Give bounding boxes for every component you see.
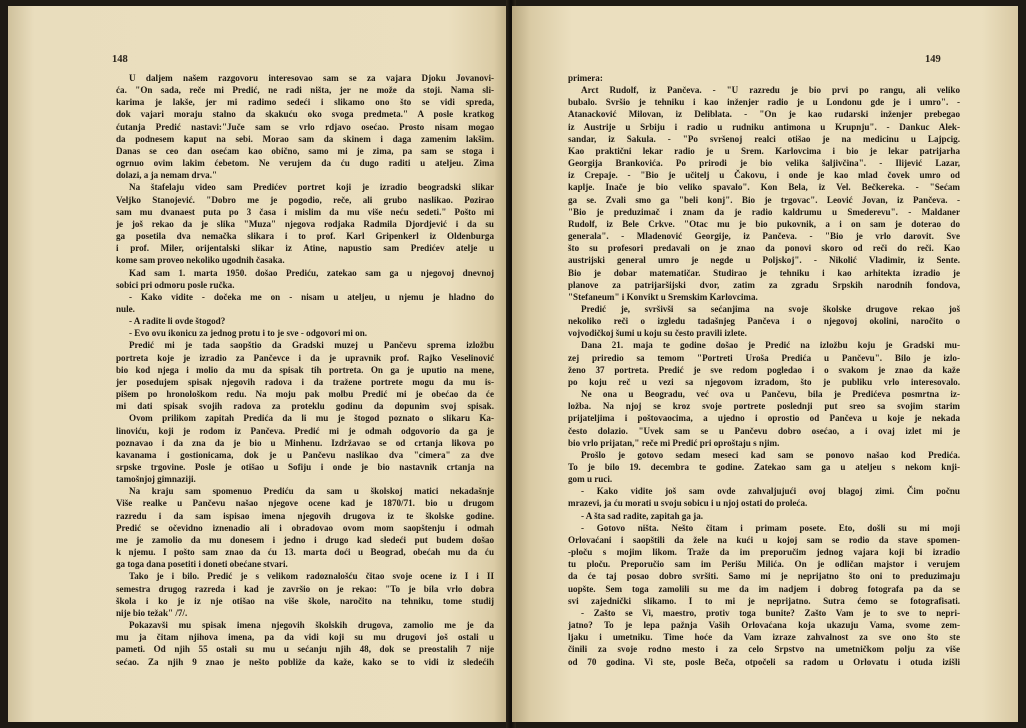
left-page-line: kavanama i gostionicama, dok je u Pančevu naslikao dva "cimera" za dve [116, 449, 494, 460]
left-page-line: da podnesem kaput na sebi. Morao sam da skinem i daga zamenim lakšim. [116, 133, 494, 144]
right-page-line: sandar, iz Sakula. - "Po svršenoj realci otišao je na medicinu u Lajpcig. [568, 133, 960, 144]
left-page-line: - Evo ovu ikonicu za jednog protu i to je sve - odgovori mi on. [129, 328, 368, 339]
right-page-text [568, 72, 960, 668]
left-page-line: U daljem našem razgovoru interesovao sam se za vajara Djoku Jovanovi- [129, 73, 494, 83]
right-page-line: Ne ona u Beogradu, već ova u Pančevu, bila je Predićeva posmrtna iz- [581, 389, 960, 400]
right-page-line: Rudolf, iz Bele Crkve. "Otac mu je bio pukovnik, a i on sam je doterao do [568, 218, 960, 229]
left-page-line: sobici pri odmoru posle ručka. [116, 279, 235, 290]
left-page-line: jer posedujem spisak njegovih radova i da traženе portrete mogu da mu is- [116, 376, 494, 387]
right-page-line: Predić je, svršivši sa sećanjima na svoje školske drugove rekao još [581, 303, 960, 314]
left-page-line: Više realke u Pančevu našao njegove ocene kad je 1870/71. bio u drugom [116, 498, 494, 509]
left-page-line: k njemu. I pošto sam znao da ću 13. marta doći u Beograd, obećah mu da ću [116, 547, 494, 558]
right-page-line: Dana 21. maja te godine došao je Predić na izložbu koju je Gradski mu- [581, 340, 960, 351]
right-page-line: vojvodičkoj šumi u koju su često pravili izlete. [568, 328, 747, 339]
left-page-line: semestra drugog razreda i kad je završio on je rekao: "To je bila vrlo dobra [116, 583, 494, 594]
right-page-line: planove za patrijaršijski dvor, zatim za zgradu Srpskih narodnih fondova, [568, 279, 960, 290]
right-page-line: tu ploču. Preporučio sam im Perišu Milića. On je odličan majstor i verujem [568, 559, 960, 570]
page-number-right: 149 [925, 54, 941, 65]
left-page-line: Pokazavši mu spisak imena njegovih školskih drugova, zamolio me je da [129, 620, 494, 631]
left-page-line: Tako je i bilo. Predić je s velikom radoznalošću čitao svoje ocene iz I i II [129, 571, 494, 582]
left-page [8, 6, 510, 722]
right-page-line: uopšte. Sem toga zamolili su me da im nadjem i dobrog fotografa pa da se [568, 583, 960, 594]
right-page-line: često dolazio. "Uvek sam se u Pančevu dobro osećao, a i ovaj izlet mi je [568, 425, 960, 436]
right-page-line: - Kako vidite još sam ovde zahvaljujući ovoj blagoj zimi. Čim počnu [581, 486, 960, 497]
left-page-line: dolazi, a ja nemam drva." [116, 170, 218, 181]
left-page-line: pameti. Od njih 55 ostali su mu u sećanju njih 48, dok se preostalih 7 nije [116, 644, 494, 655]
left-page-line: poznavao i da zna da je bio u Minhenu. Izdržavao se od crtanja likova po [116, 437, 494, 448]
right-page-line: To je bilo 19. decembra te godine. Zatekao sam ga u ateljeu s nekom knji- [568, 462, 960, 472]
left-page-line: sećao. Za njih 9 znao je nešto pobliže da kaže, kako se to vidi iz sledećih [116, 656, 494, 667]
right-page-line: nekoliko reči o izgledu tadašnjeg Pančeva i o njegovoj okolini, naročito o [568, 316, 960, 327]
right-page-line: ženo 37 portreta. Predić je sve redom pogledao i o svakom je znao da kaže [568, 364, 960, 375]
right-page-line: ložba. Na njoj se kroz svoje portrete poslednji put sreo sa svojim starim [568, 401, 960, 412]
right-page-line: činili za svoje rodno mesto i za celo Srpstvo na umetničkom polju za više [568, 644, 960, 655]
left-page-line: ća. "On sada, reče mi Predić, ne radi ništa, jer ne može da stoji. Nama sli- [116, 85, 494, 96]
right-page-line: bio vrlo prijatan," reče mi Predić pri oproštaju s njim. [568, 437, 780, 448]
right-page-line: austrijski general umro je negde u Poljskoj". - Nikolić Vladimir, iz Sente. [568, 255, 960, 266]
left-page-line: Predić mi je tada saopštio da Gradski muzej u Pančevu sprema izložbu [129, 340, 494, 351]
right-page [512, 6, 1018, 722]
right-page-line: ljaku i umetniku. Time hoće da Vam izraze zahvalnost za sve ono što ste [568, 632, 960, 643]
right-page-line: svi zajednički slikamo. I to mi je neprijatno. Sutra ćemo se fotografisati. [568, 595, 960, 606]
left-page-line: linoviću, koji je rodom iz Pančeva. Predić mi je odmah odgovorio da ga je [116, 425, 494, 436]
right-page-line: Kao praktični lekar radio je u Srem. Karlovcima i bio je lekar patrijarha [568, 145, 960, 156]
right-page-line: -ploču s mojim likom. Traže da im preporučim jednog vajara koji bi izradio [568, 547, 960, 558]
right-page-line: iz Austrije u Srbiju i radio u rudniku antimona u Krupnju". - Dankuc Alek- [568, 121, 960, 132]
left-page-line: Na kraju sam spomenuo Prediću da sam u školskoj matici nekadašnje [129, 486, 494, 497]
right-page-line: - Zašto se Vi, maestro, protiv toga bunite? Zašto Vam je to sve to nepri- [581, 607, 960, 618]
left-page-line: Ovom prilikom zapitah Predića da li mu je štogod poznato o slikaru Ka- [129, 413, 494, 424]
right-page-line: Bio je dobar matematičar. Studirao je tehniku i kao arhitekta izradio je [568, 267, 960, 278]
left-page-line: Na štafelaju video sam Predićev portret koji je izradio beogradski slikar [129, 182, 494, 193]
right-page-line: mrazevi, ja ću morati u svoju sobicu i u njoj ostati do proleća. [568, 498, 808, 509]
right-page-line: Arct Rudolf, iz Pančeva. - "U razredu je bio prvi po rangu, ali veliko [581, 85, 960, 96]
right-page-line: - Gotovo ništa. Nešto čitam i primam posete. Eto, došli su mi moji [581, 522, 960, 533]
right-page-line: Orlovaćani i saopštili da žele na kući u kojoj sam se rodio da stave spomen- [568, 534, 960, 545]
left-page-line: bio kod njega i molio da mu da spisak tih portreta. On ga je uputio na mene, [116, 364, 494, 375]
left-page-line: škola i ko je iz nje otišao na više škole, naročito na tehniku, tome studij [116, 595, 494, 606]
left-page-line: nije bio težak" /7/. [116, 607, 188, 618]
left-page-text [116, 72, 494, 668]
right-page-line: Prošlo je gotovo sedam meseci kad sam se ponovo našao kod Predića. [581, 449, 960, 460]
left-page-line: razredu i da sam ispisao imena njegovih drugova iz te školske godine. [116, 510, 494, 521]
right-page-line: jatno? To je lepa pažnja Vaših Orlovaćana koja ukazuju Vama, svome zem- [568, 620, 960, 631]
left-page-line: srpske trgovine. Posle je otišao u Sofiju i onde je bio nastavnik crtanja na [116, 462, 494, 472]
right-page-line: Atanacković Milovan, iz Deliblata. - "On je kao rudarski inženjer prebegao [568, 109, 960, 120]
left-page-line: ćutanja Predić nastavi:"Juče sam se vrlo rdjavo osećao. Prosto nisam mogao [116, 121, 494, 132]
left-page-line: - A radite li ovde štogod? [129, 316, 226, 327]
right-page-line: kaplje. Inače je bio veliko spavalo". Kon Bela, iz Vel. Bečkereka. - "Sećam [568, 182, 960, 193]
left-page-line: ga posetila dva nemačka slikara i to prof. Karl Gripenkerl iz Oldenburga [116, 231, 494, 242]
right-page-line: što su profesori predavali on je znao da ponovi skoro od reči do reči. Kao [568, 243, 960, 254]
left-page-line: mu ja čitam njihova imena, pa da vidi koji su mu drugovi još ostali u [116, 632, 494, 643]
left-page-line: dok vajari moraju stalno da skakuću oko svoga predmeta." A posle kratkog [116, 109, 494, 120]
right-page-line: zej priredio sa temom "Portreti Uroša Predića u Pančevu". Bilo je izlo- [568, 352, 960, 363]
right-page-line: Georgija Brankovića. Po prirodi je bio velika šaljivčina". - Ilijević Lazar, [568, 158, 960, 169]
left-page-line: me je zamolio da mu donesem i jedno i drugo kad sledeći put budem došao [116, 534, 494, 545]
left-page-line: sam mu dvanaest puta po 3 časa i mislim da mu više neću sedeti." Pošto mi [116, 206, 494, 217]
page-number-left: 148 [112, 54, 128, 65]
right-page-line: - A šta sad radite, zapitah ga ja. [581, 510, 704, 521]
left-page-line: portreta koje je izradio za Pančevce i da je upravnik prof. Rajko Veselinović [116, 352, 494, 363]
left-page-line: - Kako vidite - dočeka me on - nisam u ateljeu, u njemu je hladno do [129, 291, 494, 302]
left-page-line: pišem po hronološkom redu. Na moju pak molbu Predić mi je obećao da će [116, 389, 494, 400]
left-page-line: je još rekao da je slika "Muza" njegova rodjaka Radmila Djordjević i da su [116, 218, 494, 229]
right-page-line: ga se. Zvali smo ga "beli konj". Bio je trgovac". Leović Jovan, iz Pančeva. - [568, 194, 960, 205]
left-page-line: i prof. Miler, orijentalski slikar iz Atine, napustio sam Predićev atelje u [116, 243, 494, 254]
left-page-line: Veljko Stanojević. "Dobro me je pogodio, reče, ali grubo naslikao. Pozirao [116, 194, 494, 205]
left-page-line: Danas se ceo dan osećam kao obično, samo mi je zima, pa sam se stoga i [116, 145, 494, 156]
right-page-line: od 70 godina. Vi ste, posle Beča, otpočeli sa radom u Orlovatu i otuda izišli [568, 656, 960, 667]
left-page-line: Kad sam 1. marta 1950. došao Prediću, zatekao sam ga u njegovoj dnevnoj [129, 267, 494, 278]
left-page-line: kome sam proveo nekoliko ugodnih časaka. [116, 255, 285, 266]
right-page-line: gom u ruci. [568, 474, 613, 485]
right-page-line: "Bio je preduzimač i znam da je radio kaldrumu u Smederevu". - Maldaner [568, 206, 960, 217]
right-page-line: po koju reč u vezi sa njegovom izradom, što je publiku vrlo interesovalo. [568, 376, 960, 387]
left-page-line: nule. [116, 303, 135, 314]
left-page-line: karima je lakše, jer mi radimo sedeći i slikamo ono što se vidi spreda, [116, 97, 494, 108]
left-page-line: tamošnjoj gimnaziji. [116, 474, 196, 485]
right-page-line: primera: [568, 73, 603, 83]
right-page-line: prijateljima i poštovaocima, a ujedno i oprostio od Pančeva u koje je nekada [568, 413, 960, 424]
right-page-line: iz Crepaje. - "Bio je učitelj u Čakovu, i onde je kao mlad čovek umro od [568, 170, 960, 181]
right-page-line: "Stefaneum" i Konvikt u Sremskim Karlovcima. [568, 291, 758, 302]
left-page-line: mi dati spisak svojih radova za proteklu godinu da dopunim svoj spisak. [116, 401, 494, 412]
right-page-line: generala". - Mladenović Georgije, iz Pančeva. - "Bio je vrlo darovit. Sve [568, 231, 960, 242]
left-page-line: ga toga dana posetiti i doneti obećane stvari. [116, 559, 288, 570]
right-page-line: da će taj posao dobro svršiti. Samo mi je neprijatno što oni to preduzimaju [568, 571, 960, 582]
left-page-line: Predić se očevidno iznenadio ali i obradovao ovom mom saopštenju i odmah [116, 522, 494, 533]
right-page-line: bubalo. Svršio je tehniku i kao inženjer radio je u Londonu gde je i umro". - [568, 97, 960, 108]
left-page-line: ogrnuo ovim lakim ćebetom. Ne verujem da ću dugo raditi u ateljeu. Zima [116, 158, 494, 169]
